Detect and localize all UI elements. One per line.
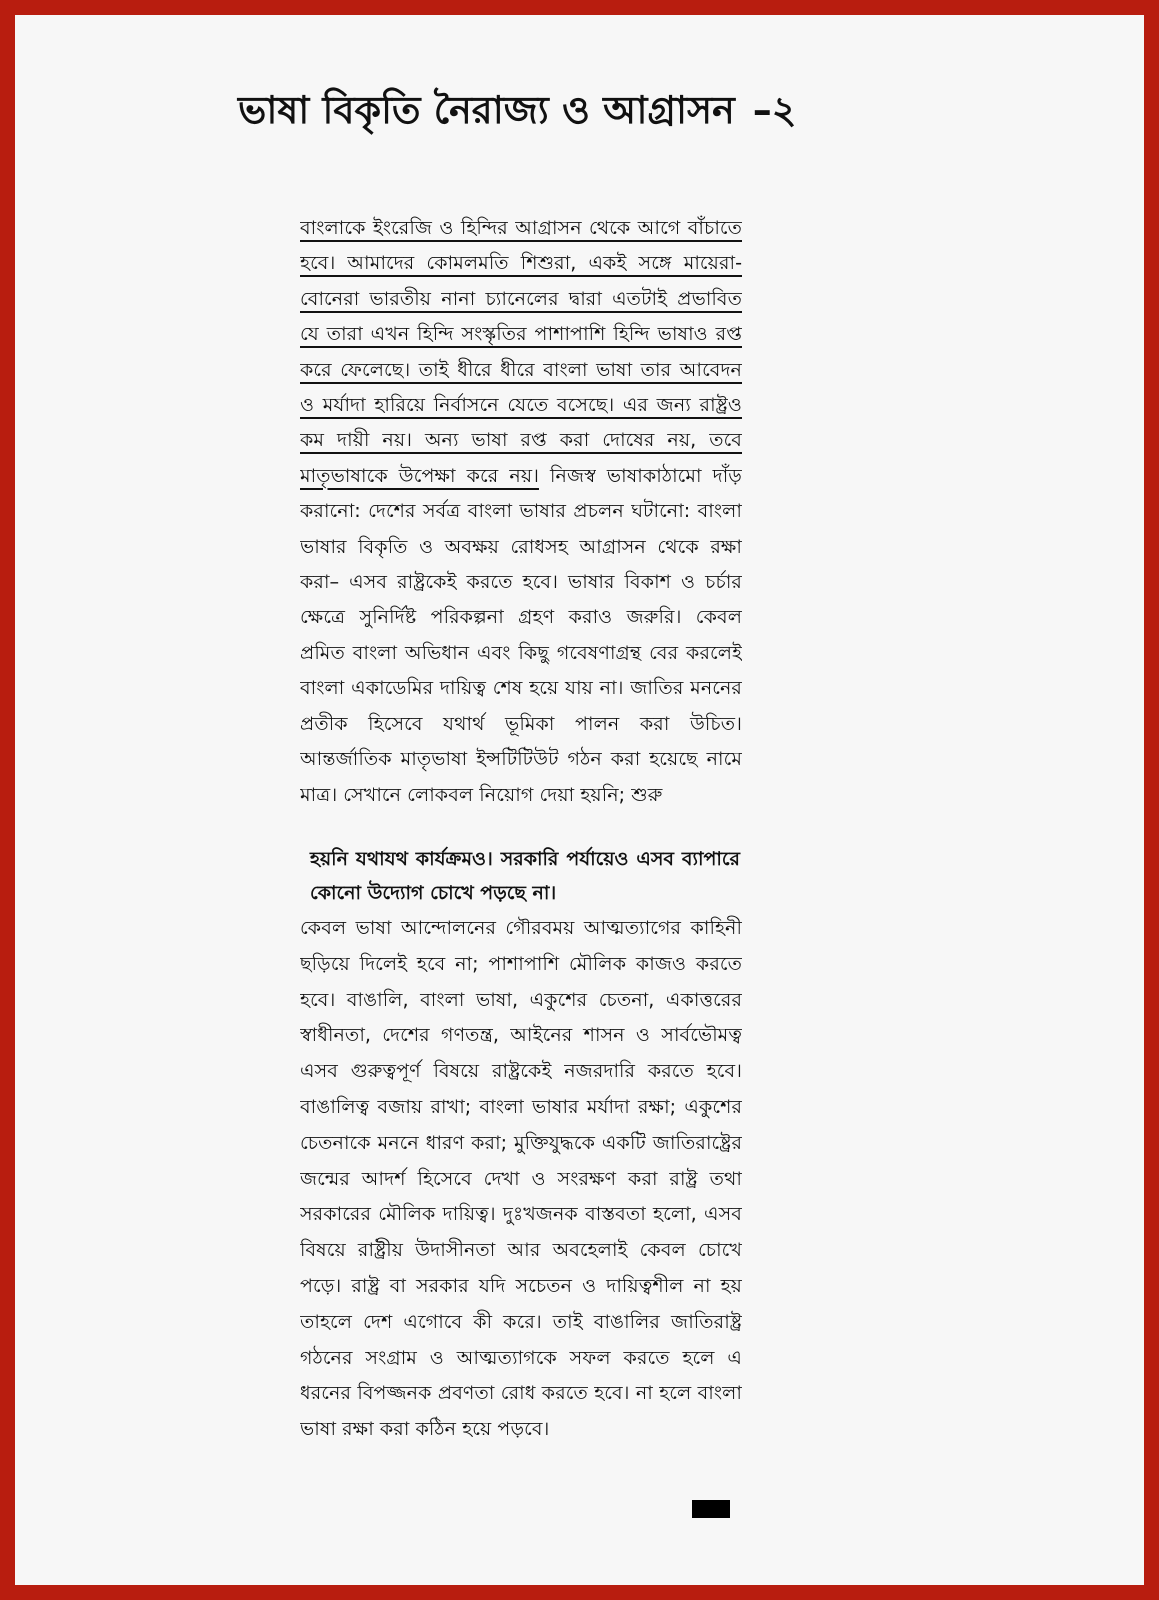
title-number: –২ (752, 88, 797, 132)
article-body-continuation (310, 842, 740, 910)
underlined-text: বাংলাকে ইংরেজি ও হিন্দির আগ্রাসন থেকে আগে বাঁচাতে হবে। আমাদের কোমলমতি শিশুরা, একই সঙ্গে মায়েরা-বোনেরা ভারতীয় নানা চ্যানেলের দ্বারা এতটাই প্রভাবিত যে তারা এখন হিন্দি সংস্কৃতির পাশাপাশি হিন্দি ভাষাও রপ্ত করে ফেলেছে। তাই ধীরে ধীরে বাংলা ভাষা তার আবেদন ও মর্যাদা হারিয়ে নির্বাসনে যেতে বসেছে। এর জন্য রাষ্ট্রও কম দায়ী নয়। অন্য ভাষা রপ্ত করা দোষের নয়, তবে মাতৃভাষাকে উপেক্ষা করে নয়। (300, 216, 742, 487)
article-title (238, 88, 798, 134)
paragraph (300, 210, 742, 812)
paragraph: কেবল ভাষা আন্দোলনের গৌরবময় আত্মত্যাগের কাহিনী ছড়িয়ে দিলেই হবে না; পাশাপাশি মৌলিক কাজও করতে হবে। বাঙালি, বাংলা ভাষা, একুশের চেতনা, একাত্তরের স্বাধীনতা, দেশের গণতন্ত্র, আইনের শাসন ও সার্বভৌমত্ব এসব গুরুত্বপূর্ণ বিষয়ে রাষ্ট্রকেই নজরদারি করতে হবে। বাঙালিত্ব বজায় রাখা; বাংলা ভাষার মর্যাদা রক্ষা; একুশের চেতনাকে মননে ধারণ করা; মুক্তিযুদ্ধকে একটি জাতিরাষ্ট্রের জন্মের আদর্শ হিসেবে দেখা ও সংরক্ষণ করা রাষ্ট্র তথা সরকারের মৌলিক দায়িত্ব। দুঃখজনক বাস্তবতা হলো, এসব বিষয়ে রাষ্ট্রীয় উদাসীনতা আর অবহেলাই কেবল চোখে পড়ে। রাষ্ট্র বা সরকার যদি সচেতন ও দায়িত্বশীল না হয় তাহলে দেশ এগোবে কী করে। তাই বাঙালির জাতিরাষ্ট্র গঠনের সংগ্রাম ও আত্মত্যাগকে সফল করতে হলে এ ধরনের বিপজ্জনক প্রবণতা রোধ করতে হবে। না হলে বাংলা ভাষা রক্ষা করা কঠিন হয়ে পড়বে। (300, 916, 742, 1441)
article-body-first-block (300, 210, 742, 830)
end-mark (692, 1500, 730, 1518)
plain-text: নিজস্ব ভাষাকাঠামো দাঁড় করানো: দেশের সর্বত্র বাংলা ভাষার প্রচলন ঘটানো: বাংলা ভাষার বিকৃতি ও অবক্ষয় রোধসহ আগ্রাসন থেকে রক্ষা করা– এসব রাষ্ট্রকেই করতে হবে। ভাষার বিকাশ ও চর্চার ক্ষেত্রে সুনির্দিষ্ট পরিকল্পনা গ্রহণ করাও জরুরি। কেবল প্রমিত বাংলা অভিধান এবং কিছু গবেষণাগ্রন্থ বের করলেই বাংলা একাডেমির দায়িত্ব শেষ হয়ে যায় না। জাতির মননের প্রতীক হিসেবে যথার্থ ভূমিকা পালন করা উচিত। আন্তর্জাতিক মাতৃভাষা ইন্সটিটিউট গঠন করা হয়েছে নামে মাত্র। সেখানে লোকবল নিয়োগ দেয়া হয়নি; শুরু (300, 463, 742, 806)
paragraph: হয়নি যথাযথ কার্যক্রমও। সরকারি পর্যায়েও এসব ব্যাপারে কোনো উদ্যোগ চোখে পড়ছে না। (310, 848, 740, 904)
title-text: ভাষা বিকৃতি নৈরাজ্য ও আগ্রাসন (238, 88, 735, 132)
article-body-second-block (300, 910, 742, 1550)
